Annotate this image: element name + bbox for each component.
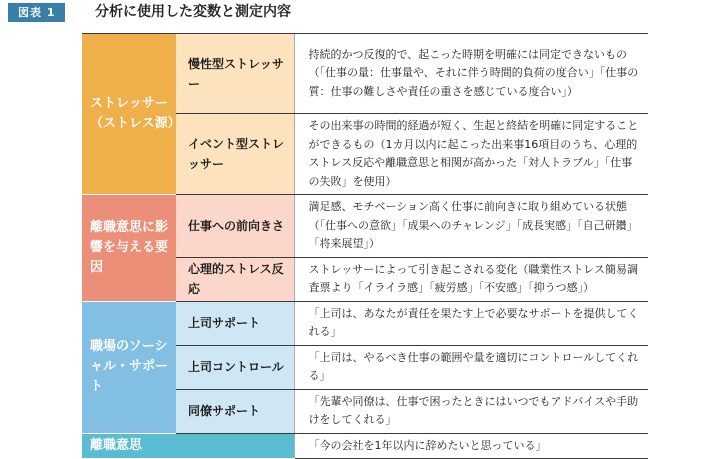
table-row — [82, 433, 648, 459]
description-coworker-support: 「先輩や同僚は、仕事で困ったときにはいつでもアドバイスや手助けをしてくれる」 — [294, 389, 648, 433]
description-work-engagement: 満足感、モチベーション高く仕事に前向きに取り組めている状態（「仕事への意欲」「成果へのチャレンジ」「成長実感」「自己研鑽」「将来展望」） — [294, 195, 648, 258]
variables-table — [82, 33, 648, 459]
variable-psychological-stress: 心理的ストレス反応 — [176, 257, 294, 301]
variable-work-engagement: 仕事への前向きさ — [176, 195, 294, 258]
table-row — [82, 301, 648, 345]
variable-supervisor-support: 上司サポート — [176, 301, 294, 345]
category-turnover-factors: 離職意思に影響を与える要因 — [82, 195, 176, 302]
variable-chronic-stressor: 慢性型ストレッサー — [176, 34, 294, 114]
category-turnover-intention: 離職意思 — [82, 433, 294, 459]
table-row — [82, 195, 648, 258]
category-stressor: ストレッサー（ストレス源） — [82, 34, 176, 195]
category-social-support: 職場のソーシャル・サポート — [82, 301, 176, 433]
table-row — [82, 34, 648, 114]
figure-title: 分析に使用した変数と測定内容 — [95, 4, 291, 20]
description-supervisor-support: 「上司は、あなたが責任を果たす上で必要なサポートを提供してくれる」 — [294, 301, 648, 345]
description-event-stressor: その出来事の時間的経過が短く、生起と終結を明確に同定することができるもの（1カ月以内に起こった出来事16項目のうち、心理的ストレス反応や離職意思と相関が高かった「対人トラブル」「仕事の失敗」を使用） — [294, 114, 648, 195]
variable-event-stressor: イベント型ストレッサー — [176, 114, 294, 195]
description-turnover-intention: 「今の会社を1年以内に辞めたいと思っている」 — [294, 433, 648, 459]
figure-label: 図表 1 — [8, 3, 65, 22]
figure-header — [0, 0, 728, 26]
description-psychological-stress: ストレッサーによって引き起こされる変化（職業性ストレス簡易調査票より「イライラ感」「疲労感」「不安感」「抑うつ感」） — [294, 257, 648, 301]
variable-coworker-support: 同僚サポート — [176, 389, 294, 433]
description-chronic-stressor: 持続的かつ反復的で、起こった時期を明確には同定できないもの（「仕事の量：仕事量や、それに伴う時間的負荷の度合い」「仕事の質：仕事の難しさや責任の重さを感じている度合い」） — [294, 34, 648, 114]
description-supervisor-control: 「上司は、やるべき仕事の範囲や量を適切にコントロールしてくれる」 — [294, 345, 648, 389]
variable-supervisor-control: 上司コントロール — [176, 345, 294, 389]
